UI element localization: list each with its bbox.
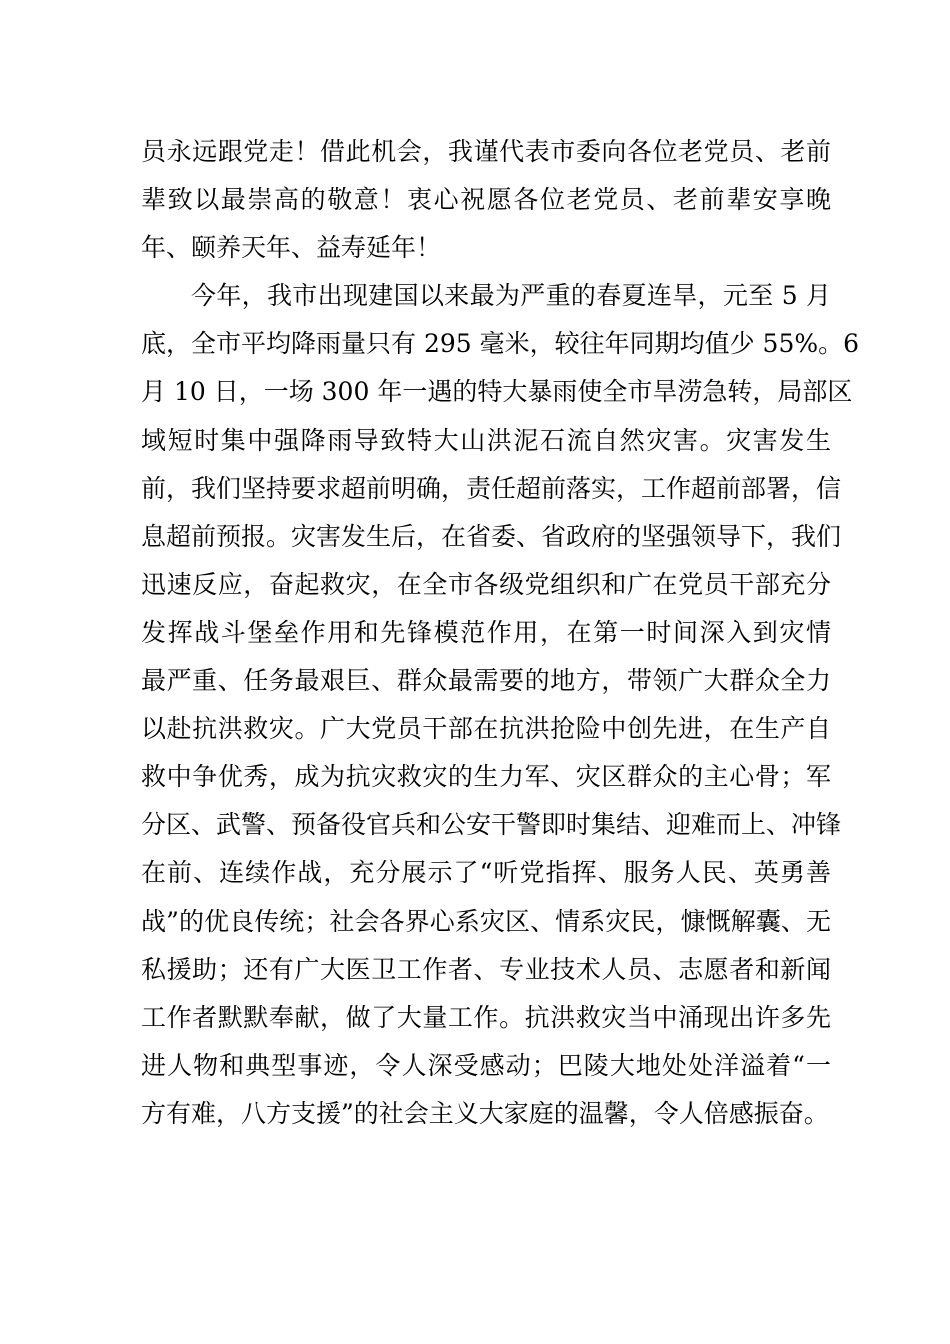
text-line: 月 10 日，一场 300 年一遇的特大暴雨使全市旱涝急转，局部区 [141,377,853,407]
body-text [141,128,860,1138]
text-line: 前，我们坚持要求超前明确，责任超前落实，工作超前部署，信 [141,473,842,503]
text-line: 以赴抗洪救灾。广大党员干部在抗洪抢险中创先进，在生产自 [141,714,831,744]
text-line: 域短时集中强降雨导致特大山洪泥石流自然灾害。灾害发生 [141,425,831,455]
text-line: 辈致以最崇高的敬意！衷心祝愿各位老党员、老前辈安享晚 [141,185,831,215]
text-line: 底，全市平均降雨量只有 295 毫米，较往年同期均值少 55%。6 [141,329,860,359]
paragraph-first-line: 今年，我市出现建国以来最为严重的春夏连旱，元至 5 月 [191,281,831,311]
text-line: 迅速反应，奋起救灾，在全市各级党组织和广在党员干部充分 [141,569,831,599]
text-line: 私援助；还有广大医卫工作者、专业技术人员、志愿者和新闻 [141,954,831,984]
text-line: 战”的优良传统；社会各界心系灾区、情系灾民，慷慨解囊、无 [141,906,831,936]
text-line: 在前、连续作战，充分展示了“听党指挥、服务人民、英勇善 [141,858,831,888]
text-line: 分区、武警、预备役官兵和公安干警即时集结、迎难而上、冲锋 [141,810,842,840]
text-line: 救中争优秀，成为抗灾救灾的生力军、灾区群众的主心骨；军 [141,762,831,792]
text-line: 方有难，八方支援”的社会主义大家庭的温馨，令人倍感振奋。 [141,1098,829,1128]
text-line: 工作者默默奉献，做了大量工作。抗洪救灾当中涌现出许多先 [141,1002,831,1032]
text-line: 最严重、任务最艰巨、群众最需要的地方，带领广大群众全力 [141,666,831,696]
text-line: 员永远跟党走！借此机会，我谨代表市委向各位老党员、老前 [141,137,831,166]
text-line: 发挥战斗堡垒作用和先锋模范作用，在第一时间深入到灾情 [141,617,831,647]
text-line: 进人物和典型事迹，令人深受感动；巴陵大地处处洋溢着“一 [141,1050,831,1080]
text-line: 年、颐养天年、益寿延年！ [141,233,442,263]
text-line: 息超前预报。灾害发生后，在省委、省政府的坚强领导下，我们 [141,521,842,551]
